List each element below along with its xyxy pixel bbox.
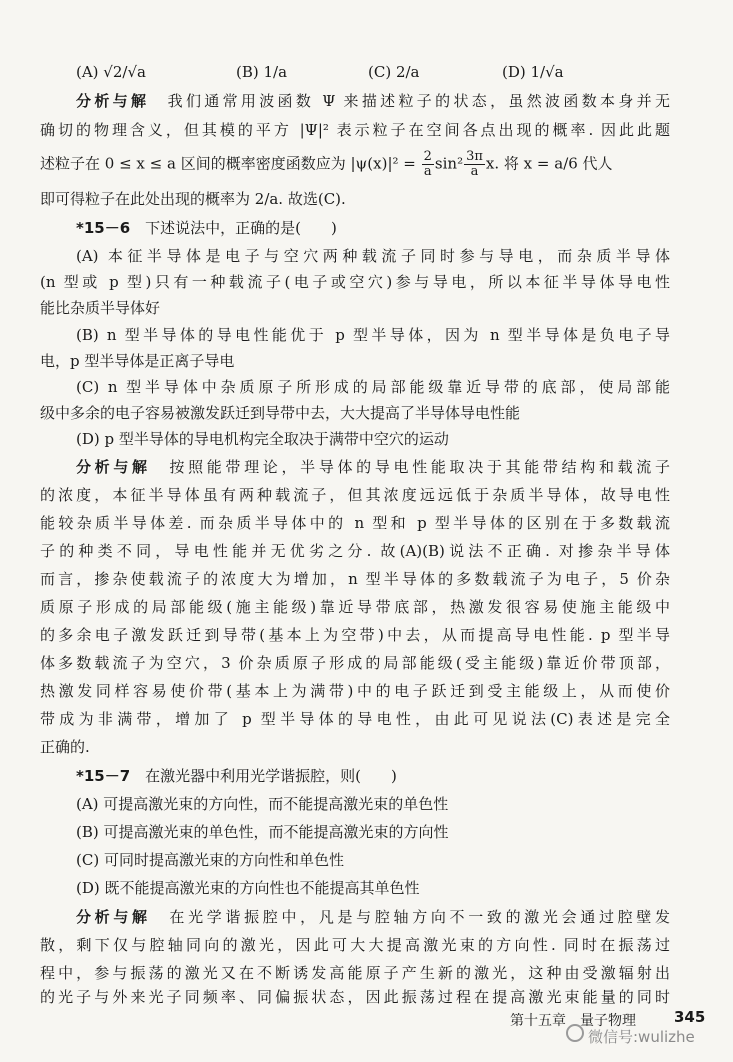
- analysis1-line4: 即可得粒子在此处出现的概率为 2/a. 故选(C).: [40, 190, 346, 208]
- analysis2-line3: 能较杂质半导体差. 而杂质半导体中的 n 型和 p 型半导体的区别在于多数载流: [40, 514, 670, 532]
- analysis3-line2: 散，剩下仅与腔轴同向的激光，因此可大大提高激光束的方向性. 同时在振荡过: [40, 936, 670, 954]
- q156-option-a-line3: 能比杂质半导体好: [40, 299, 161, 317]
- fraction-3pi-over-a: $\frac{3\pi}{a}$: [466, 149, 483, 179]
- option-d: (D) 1/√a: [502, 63, 564, 81]
- analysis2-line11: 正确的.: [40, 738, 90, 756]
- analysis2-line8: 体多数载流子为空穴，3 价杂质原子形成的局部能级(受主能级)靠近价带顶部，: [40, 654, 670, 672]
- q156-option-b-line1: (B) n 型半导体的导电性能优于 p 型半导体，因为 n 型半导体是负电子导: [76, 326, 670, 344]
- watermark: 微信号:wulizhe: [588, 1028, 695, 1046]
- analysis3-line4: 的光子与外来光子同频率、同偏振状态，因此振荡过程在提高激光束能量的同时: [40, 988, 670, 1006]
- q156-option-a-line2: (n 型或 p 型)只有一种载流子(电子或空穴)参与导电，所以本征半导体导电性: [40, 273, 670, 291]
- analysis2-line5: 而言，掺杂使载流子的浓度大为增加，n 型半导体的多数载流子为电子，5 价杂: [40, 570, 670, 588]
- analysis2-line6: 质原子形成的局部能级(施主能级)靠近导带底部，热激发很容易使施主能级中: [40, 598, 670, 616]
- analysis3-line3: 程中，参与振荡的激光又在不断诱发高能原子产生新的激光，这种由受激辐射出: [40, 964, 670, 982]
- q157-option-c: (C) 可同时提高激光束的方向性和单色性: [76, 851, 344, 869]
- analysis2-line4: 子的种类不同，导电性能并无优劣之分. 故(A)(B)说法不正确. 对掺杂半导体: [40, 542, 670, 560]
- analysis1-line1: 分析与解 我们通常用波函数 Ψ 来描述粒子的状态，虽然波函数本身并无: [76, 92, 670, 110]
- analysis1-formula-line: 述粒子在 0 ≤ x ≤ a 区间的概率密度函数应为 |ψ(x)|² = $\frac{2}{a}$ sin² $\frac{3\pi}{a}$ x. 将 x = a/6 代人: [40, 149, 613, 179]
- q157-option-a: (A) 可提高激光束的方向性，而不能提高激光束的单色性: [76, 795, 449, 813]
- q156-option-b-line2: 电，p 型半导体是正离子导电: [40, 352, 235, 370]
- option-c: (C) 2/a: [368, 63, 420, 81]
- question-15-7: *15－7 在激光器中利用光学谐振腔，则( ): [76, 767, 397, 785]
- analysis3-line1: 分析与解 在光学谐振腔中，凡是与腔轴方向不一致的激光会通过腔壁发: [76, 908, 670, 926]
- q157-option-b: (B) 可提高激光束的单色性，而不能提高激光束的方向性: [76, 823, 449, 841]
- analysis2-line7: 的多余电子激发跃迁到导带(基本上为空带)中去，从而提高导电性能. p 型半导: [40, 626, 670, 644]
- wechat-icon: [566, 1024, 584, 1042]
- q157-option-d: (D) 既不能提高激光束的方向性也不能提高其单色性: [76, 879, 420, 897]
- option-b: (B) 1/a: [236, 63, 288, 81]
- analysis2-line10: 带成为非满带，增加了 p 型半导体的导电性，由此可见说法(C)表述是完全: [40, 710, 670, 728]
- q156-option-d: (D) p 型半导体的导电机构完全取决于满带中空穴的运动: [76, 430, 449, 448]
- analysis-label: 分析与解: [76, 92, 150, 110]
- analysis2-line1: 分析与解 按照能带理论，半导体的导电性能取决于其能带结构和载流子: [76, 458, 670, 476]
- q156-option-c-line2: 级中多余的电子容易被激发跃迁到导带中去，大大提高了半导体导电性能: [40, 404, 521, 422]
- analysis1-line2: 确切的物理含义，但其模的平方 |Ψ|² 表示粒子在空间各点出现的概率. 因此此题: [40, 121, 670, 139]
- chapter-footer: 第十五章 量子物理: [510, 1013, 636, 1029]
- analysis2-line9: 热激发同样容易使价带(基本上为满带)中的电子跃迁到受主能级上，从而使价: [40, 682, 670, 700]
- q156-option-a-line1: (A) 本征半导体是电子与空穴两种载流子同时参与导电，而杂质半导体: [76, 247, 670, 265]
- question-15-6: *15－6 下述说法中，正确的是( ): [76, 219, 337, 237]
- q156-option-c-line1: (C) n 型半导体中杂质原子所形成的局部能级靠近导带的底部，使局部能: [76, 378, 670, 396]
- analysis2-line2: 的浓度，本征半导体虽有两种载流子，但其浓度远远低于杂质半导体，故导电性: [40, 486, 670, 504]
- page-number: 345: [674, 1008, 706, 1026]
- fraction-2-over-a: $\frac{2}{a}$: [423, 149, 432, 179]
- option-a: (A) √2/√a: [76, 63, 146, 81]
